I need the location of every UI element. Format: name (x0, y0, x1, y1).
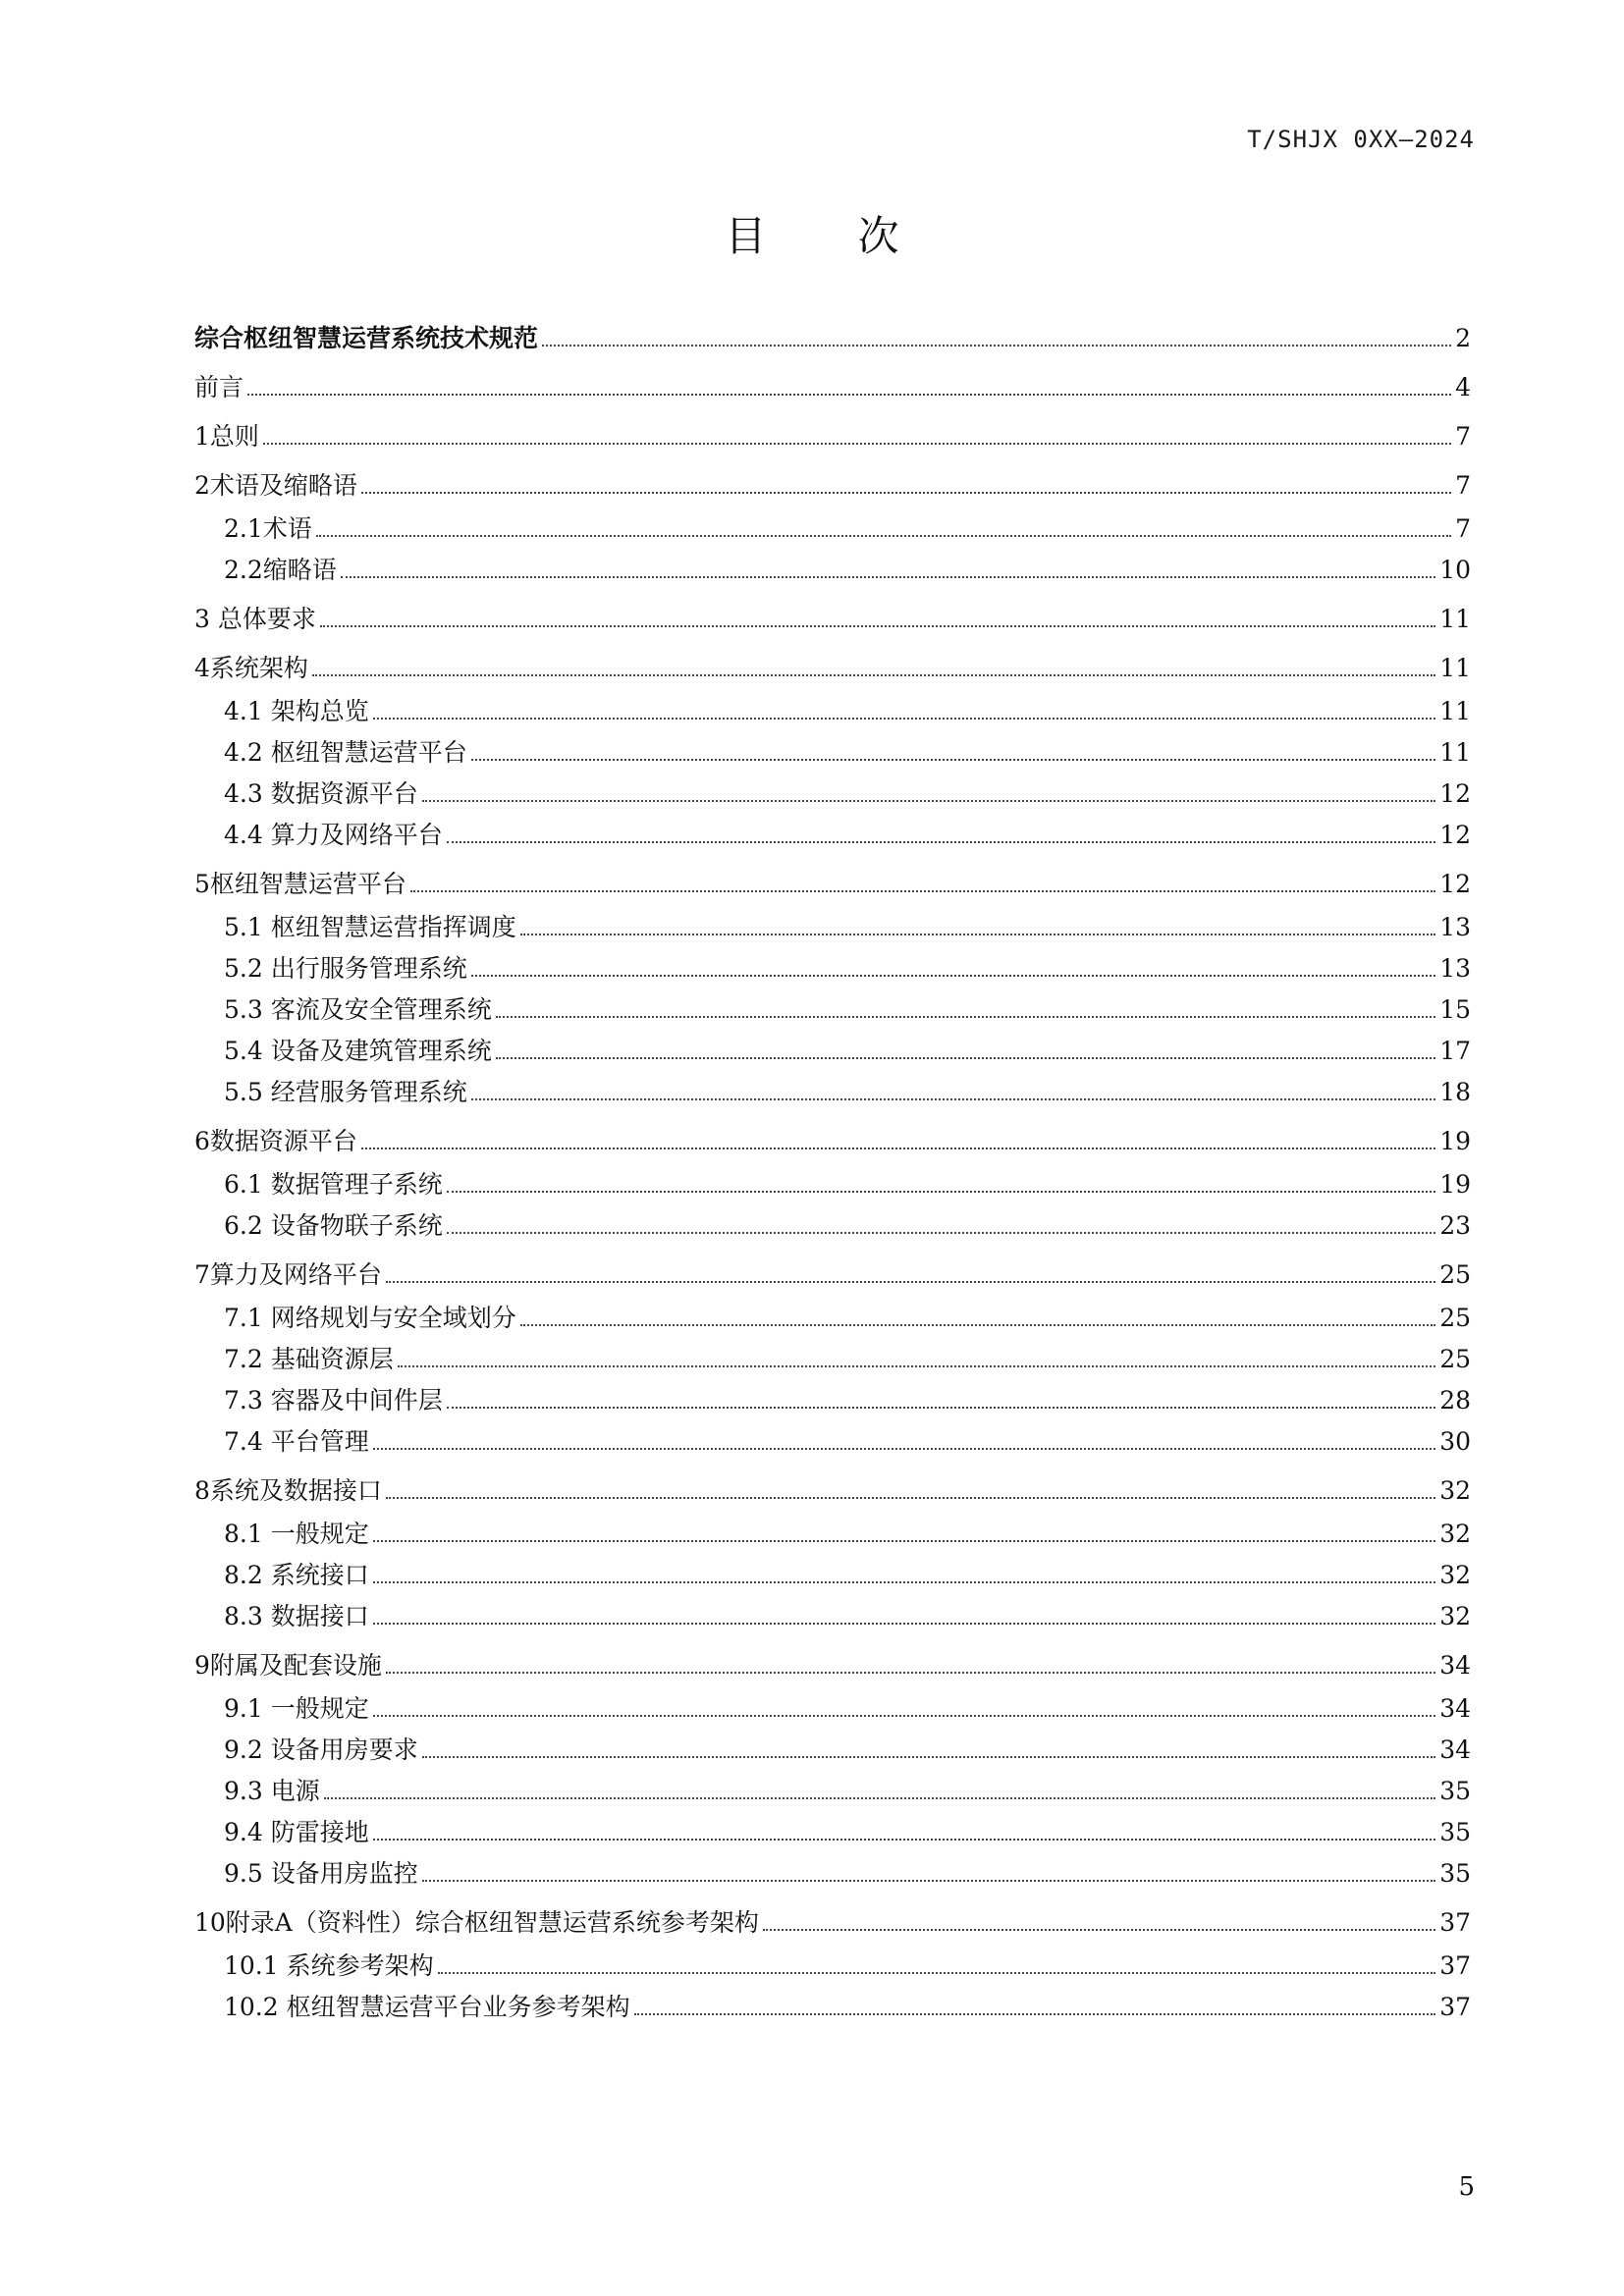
toc-dot-leader (496, 1016, 1435, 1018)
toc-entry-page: 32 (1439, 1602, 1471, 1630)
toc-entry-page: 15 (1439, 995, 1471, 1024)
toc-dot-leader (447, 1232, 1435, 1234)
toc-entry[interactable] (194, 870, 1471, 899)
toc-dot-leader (410, 890, 1435, 892)
toc-entry-label: 6数据资源平台 (194, 1127, 357, 1155)
toc-entry-page: 37 (1439, 1951, 1471, 1980)
toc-entry-label: 10.2 枢纽智慧运营平台业务参考架构 (224, 1993, 630, 2021)
toc-entry[interactable] (194, 1476, 1471, 1506)
toc-entry[interactable] (194, 1694, 1471, 1724)
toc-dot-leader (373, 718, 1435, 720)
toc-entry-label: 9.4 防雷接地 (224, 1818, 369, 1846)
toc-entry-page: 23 (1439, 1211, 1471, 1240)
toc-dot-leader (422, 1756, 1435, 1758)
toc-entry-page: 11 (1439, 605, 1471, 633)
toc-entry-page: 7 (1455, 471, 1471, 500)
toc-entry-label: 4.4 算力及网络平台 (224, 821, 443, 849)
toc-entry-page: 7 (1455, 514, 1471, 543)
toc-entry[interactable] (194, 1127, 1471, 1156)
toc-entry-page: 28 (1439, 1386, 1471, 1415)
toc-entry[interactable] (194, 654, 1471, 683)
toc-entry[interactable] (194, 1859, 1471, 1889)
toc-dot-leader (373, 1581, 1435, 1583)
toc-entry-label: 9.1 一般规定 (224, 1694, 369, 1723)
toc-entry-page: 35 (1439, 1859, 1471, 1888)
toc-dot-leader (386, 1281, 1435, 1283)
toc-dot-leader (447, 841, 1435, 843)
toc-entry[interactable] (194, 779, 1471, 809)
toc-entry-page: 32 (1439, 1520, 1471, 1548)
toc-entry-page: 34 (1439, 1694, 1471, 1723)
toc-entry-label: 5.4 设备及建筑管理系统 (224, 1037, 492, 1065)
toc-entry[interactable] (194, 1304, 1471, 1333)
toc-entry-page: 7 (1455, 422, 1471, 451)
toc-entry[interactable] (194, 471, 1471, 501)
toc-entry[interactable] (194, 821, 1471, 850)
toc-entry-label: 8.3 数据接口 (224, 1602, 369, 1630)
toc-entry[interactable] (194, 1561, 1471, 1590)
toc-entry-page: 11 (1439, 697, 1471, 725)
toc-entry-label: 4.3 数据资源平台 (224, 779, 418, 808)
toc-entry[interactable] (194, 1386, 1471, 1415)
toc-dot-leader (438, 1972, 1436, 1974)
toc-entry[interactable] (194, 605, 1471, 634)
toc-dot-leader (373, 1839, 1435, 1841)
toc-entry-page: 25 (1439, 1260, 1471, 1289)
toc-entry-label: 4.1 架构总览 (224, 697, 369, 725)
toc-entry-label: 7.2 基础资源层 (224, 1345, 394, 1373)
toc-dot-leader (386, 1672, 1435, 1674)
toc-entry[interactable] (194, 1993, 1471, 2022)
toc-entry-page: 12 (1439, 870, 1471, 898)
toc-entry-label: 2术语及缩略语 (194, 471, 357, 500)
toc-entry-label: 8.1 一般规定 (224, 1520, 369, 1548)
toc-dot-leader (447, 1191, 1435, 1193)
toc-entry-label: 9附属及配套设施 (194, 1651, 382, 1680)
toc-dot-leader (763, 1929, 1435, 1931)
toc-entry-page: 25 (1439, 1304, 1471, 1332)
toc-dot-leader (324, 1797, 1435, 1799)
standard-code: T/SHJX 0XX—2024 (1247, 126, 1475, 153)
page-number: 5 (1458, 2172, 1475, 2202)
toc-entry[interactable] (194, 1345, 1471, 1374)
toc-dot-leader (471, 975, 1435, 977)
toc-entry-page: 32 (1439, 1476, 1471, 1505)
toc-entry[interactable] (194, 373, 1471, 402)
toc-dot-leader (373, 1540, 1435, 1542)
toc-dot-leader (373, 1623, 1435, 1625)
toc-entry-page: 13 (1439, 954, 1471, 983)
toc-entry-page: 35 (1439, 1818, 1471, 1846)
toc-dot-leader (520, 1324, 1435, 1326)
toc-entry[interactable] (194, 1651, 1471, 1681)
toc-entry[interactable] (194, 1520, 1471, 1549)
toc-entry-page: 12 (1439, 779, 1471, 808)
table-of-contents (194, 324, 1471, 2022)
toc-entry[interactable] (194, 1260, 1471, 1290)
toc-entry[interactable] (194, 1427, 1471, 1457)
toc-entry[interactable] (194, 913, 1471, 942)
toc-entry-label: 2.2缩略语 (224, 556, 337, 584)
toc-entry[interactable] (194, 1908, 1471, 1938)
toc-entry-label: 2.1术语 (224, 514, 312, 543)
toc-dot-leader (373, 1715, 1435, 1717)
toc-dot-leader (471, 1098, 1435, 1100)
toc-dot-leader (634, 2013, 1436, 2015)
toc-dot-leader (361, 1148, 1435, 1149)
toc-entry-page: 4 (1455, 373, 1471, 401)
toc-entry-label: 8.2 系统接口 (224, 1561, 369, 1589)
toc-entry-page: 10 (1439, 556, 1471, 584)
toc-entry-page: 32 (1439, 1561, 1471, 1589)
toc-dot-leader (320, 625, 1435, 627)
toc-entry-label: 7算力及网络平台 (194, 1260, 382, 1289)
toc-dot-leader (398, 1365, 1435, 1367)
toc-entry[interactable] (194, 1602, 1471, 1631)
toc-entry-page: 2 (1455, 324, 1471, 352)
toc-entry-label: 7.4 平台管理 (224, 1427, 369, 1456)
toc-entry-page: 25 (1439, 1345, 1471, 1373)
toc-entry-label: 6.1 数据管理子系统 (224, 1170, 443, 1199)
toc-entry-page: 35 (1439, 1777, 1471, 1805)
toc-entry[interactable] (194, 1211, 1471, 1241)
toc-entry-page: 13 (1439, 913, 1471, 941)
toc-dot-leader (422, 800, 1435, 802)
toc-entry-label: 7.1 网络规划与安全域划分 (224, 1304, 516, 1332)
toc-dot-leader (263, 443, 1451, 445)
toc-dot-leader (542, 345, 1451, 347)
toc-entry[interactable] (194, 1037, 1471, 1066)
toc-dot-leader (373, 1448, 1435, 1450)
toc-entry-page: 37 (1439, 1908, 1471, 1937)
toc-entry[interactable] (194, 1170, 1471, 1200)
toc-entry[interactable] (194, 738, 1471, 768)
page-title: 目 次 (725, 212, 939, 260)
toc-entry-label: 9.3 电源 (224, 1777, 320, 1805)
toc-entry-label: 5.5 经营服务管理系统 (224, 1078, 467, 1106)
toc-entry-page: 34 (1439, 1651, 1471, 1680)
toc-entry-page: 19 (1439, 1170, 1471, 1199)
toc-entry-label: 9.2 设备用房要求 (224, 1735, 418, 1764)
toc-entry-label: 10.1 系统参考架构 (224, 1951, 434, 1980)
toc-entry-label: 5.1 枢纽智慧运营指挥调度 (224, 913, 516, 941)
toc-entry-page: 12 (1439, 821, 1471, 849)
toc-dot-leader (496, 1057, 1435, 1059)
toc-dot-leader (520, 934, 1435, 935)
toc-entry[interactable] (194, 556, 1471, 585)
toc-dot-leader (386, 1497, 1435, 1499)
toc-entry-label: 3 总体要求 (194, 605, 316, 633)
toc-entry-page: 18 (1439, 1078, 1471, 1106)
toc-entry-page: 37 (1439, 1993, 1471, 2021)
toc-dot-leader (316, 535, 1451, 537)
toc-entry-label: 6.2 设备物联子系统 (224, 1211, 443, 1240)
toc-entry-label: 1总则 (194, 422, 259, 451)
toc-entry[interactable] (194, 1078, 1471, 1107)
toc-dot-leader (471, 759, 1435, 761)
toc-entry-page: 19 (1439, 1127, 1471, 1155)
toc-entry[interactable] (194, 1818, 1471, 1847)
toc-entry-page: 11 (1439, 654, 1471, 682)
toc-entry-label: 10附录A（资料性）综合枢纽智慧运营系统参考架构 (194, 1908, 759, 1937)
toc-dot-leader (341, 576, 1435, 578)
toc-entry-label: 4.2 枢纽智慧运营平台 (224, 738, 467, 767)
toc-entry[interactable] (194, 954, 1471, 984)
toc-dot-leader (361, 492, 1451, 494)
toc-entry-label: 综合枢纽智慧运营系统技术规范 (194, 324, 539, 352)
toc-entry[interactable] (194, 1951, 1471, 1981)
toc-entry-label: 7.3 容器及中间件层 (224, 1386, 443, 1415)
toc-entry-label: 5.3 客流及安全管理系统 (224, 995, 492, 1024)
toc-entry[interactable] (194, 995, 1471, 1025)
toc-entry-label: 8系统及数据接口 (194, 1476, 382, 1505)
toc-entry[interactable] (194, 697, 1471, 726)
toc-entry-page: 11 (1439, 738, 1471, 767)
toc-entry-page: 17 (1439, 1037, 1471, 1065)
toc-entry-label: 前言 (194, 373, 244, 401)
toc-dot-leader (447, 1407, 1435, 1409)
toc-dot-leader (312, 674, 1435, 676)
toc-entry-label: 4系统架构 (194, 654, 308, 682)
toc-entry-label: 5.2 出行服务管理系统 (224, 954, 467, 983)
toc-entry[interactable] (194, 1777, 1471, 1806)
toc-entry[interactable] (194, 324, 1471, 353)
toc-dot-leader (422, 1880, 1435, 1882)
toc-entry-page: 34 (1439, 1735, 1471, 1764)
toc-entry-label: 5枢纽智慧运营平台 (194, 870, 406, 898)
toc-dot-leader (247, 394, 1451, 396)
toc-entry[interactable] (194, 422, 1471, 452)
toc-entry[interactable] (194, 1735, 1471, 1765)
toc-entry-label: 9.5 设备用房监控 (224, 1859, 418, 1888)
toc-entry[interactable] (194, 514, 1471, 544)
toc-entry-page: 30 (1439, 1427, 1471, 1456)
